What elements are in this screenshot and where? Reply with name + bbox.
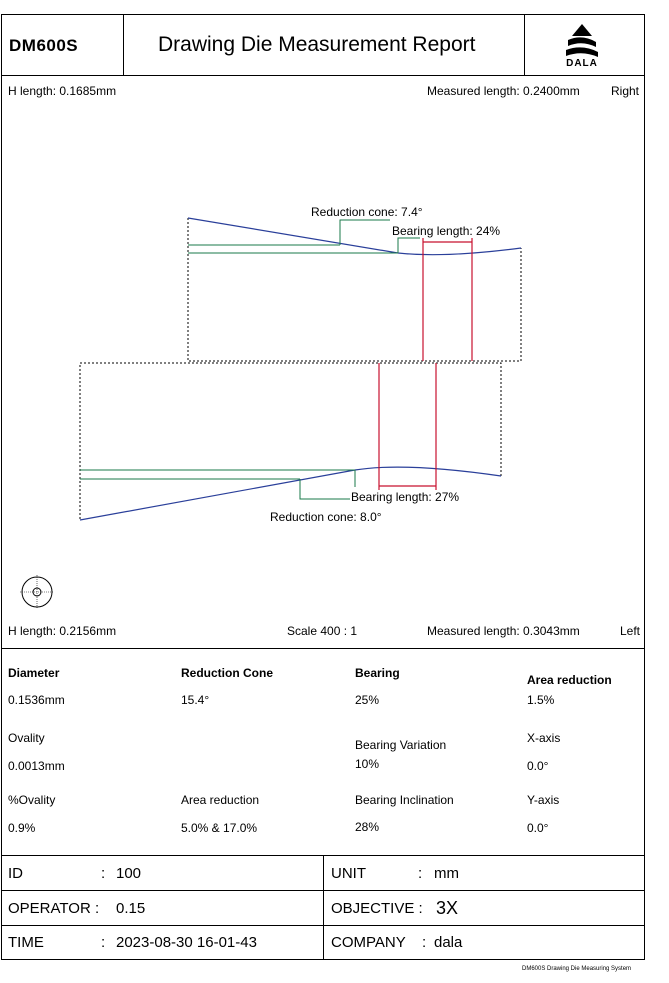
left-bearing-length-label: Bearing length: 27% [351,490,460,504]
left-side-label: Left [620,624,641,638]
die-symbol-icon [20,575,54,609]
right-measured-length: Measured length: 0.2400mm [427,84,580,98]
unit-value: mm [434,865,459,882]
scale-label: Scale 400 : 1 [287,624,358,638]
unit-label: UNIT [331,865,366,882]
brand-logo: DM600S [9,36,79,55]
diameter-label: Diameter [8,666,60,680]
footer-system-name: DM600S Drawing Die Measuring System [522,966,632,972]
bearing-label: Bearing [355,666,400,680]
right-bearing-leader [398,238,420,253]
area-reduction2-value: 5.0% & 17.0% [181,821,258,835]
right-profile-outline [188,218,521,361]
bearing-inclination-value: 28% [355,820,380,834]
company-label: COMPANY [331,934,406,951]
objective-label: OBJECTIVE : [331,900,423,917]
left-h-length: H length: 0.2156mm [8,624,117,638]
right-h-length: H length: 0.1685mm [8,84,117,98]
bearing-inclination-label: Bearing Inclination [355,793,454,807]
company-logo-text: DALA [566,58,598,69]
company-colon: : [422,934,427,951]
bearing-variation-label: Bearing Variation [355,738,447,752]
ovality-label: Ovality [8,731,45,745]
operator-label: OPERATOR : [8,900,100,917]
right-cone-leader [340,220,390,245]
bearing-variation-value: 10% [355,757,380,771]
x-axis-value: 0.0° [527,759,549,773]
id-colon: : [101,865,106,882]
bearing-value: 25% [355,693,380,707]
right-side-label: Right [611,84,640,98]
info-column-divider [323,855,324,960]
diameter-value: 0.1536mm [8,693,65,707]
time-label: TIME [8,934,44,951]
right-profile [188,218,521,361]
y-axis-value: 0.0° [527,821,549,835]
area-reduction-value: 1.5% [527,693,555,707]
reduction-cone-label: Reduction Cone [181,666,273,680]
area-reduction-label: Area reduction [527,673,612,687]
page-title: Drawing Die Measurement Report [158,33,476,56]
pct-ovality-label: %Ovality [8,793,56,807]
x-axis-label: X-axis [527,731,561,745]
right-reduction-cone-label: Reduction cone: 7.4° [311,205,423,219]
ovality-value: 0.0013mm [8,759,65,773]
measurements-top-rule [1,648,645,649]
left-measured-length: Measured length: 0.3043mm [427,624,580,638]
id-value: 100 [116,865,142,882]
time-value: 2023-08-30 16-01-43 [116,934,257,951]
right-bearing-length-label: Bearing length: 24% [392,224,501,238]
y-axis-label: Y-axis [527,793,560,807]
reduction-cone-value: 15.4° [181,693,210,707]
area-reduction2-label: Area reduction [181,793,260,807]
time-colon: : [101,934,106,951]
left-cone-leader [300,479,350,499]
company-value: dala [434,934,463,951]
objective-value: 3X [436,898,459,918]
operator-value: 0.15 [116,900,146,917]
id-label: ID [8,865,23,882]
pct-ovality-value: 0.9% [8,821,36,835]
unit-colon: : [418,865,423,882]
left-reduction-cone-label: Reduction cone: 8.0° [270,510,382,524]
